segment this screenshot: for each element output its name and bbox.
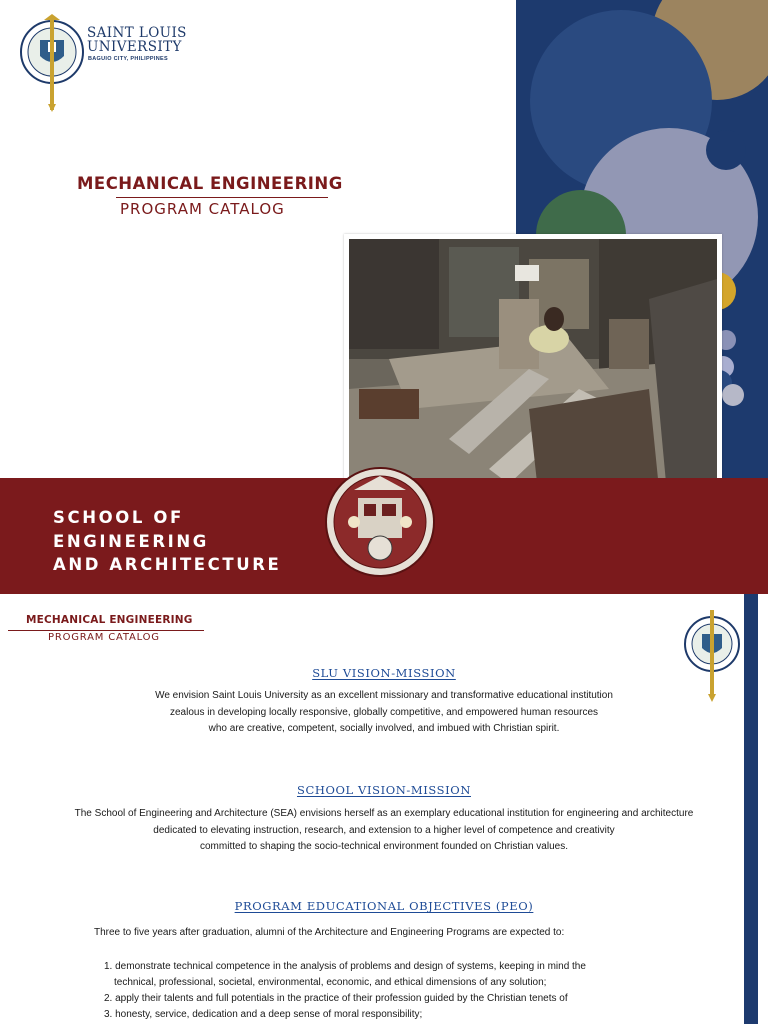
school-title-line1: SCHOOL OF	[53, 508, 184, 527]
page-header-subtitle: PROGRAM CATALOG	[48, 632, 160, 643]
university-name-line1: SAINT LOUIS	[87, 25, 187, 41]
slu-vision-heading: SLU VISION-MISSION	[312, 666, 456, 680]
school-title-line3: AND ARCHITECTURE	[53, 555, 282, 574]
school-title	[53, 506, 281, 577]
school-vision-line: dedicated to elevating instruction, research, and extension to a higher level of competence and creativity	[153, 824, 615, 836]
peo-item	[104, 1007, 674, 1023]
school-vision-heading: SCHOOL VISION-MISSION	[296, 783, 471, 797]
school-vision-line: committed to shaping the socio-technical environment founded on Christian values.	[200, 841, 568, 852]
university-name	[87, 26, 187, 54]
slu-vision-text	[0, 688, 768, 738]
school-vision-line: The School of Engineering and Architecture (SEA) envisions herself as an exemplary educational institution for engineering and architecture	[74, 808, 694, 819]
page-header-title: MECHANICAL ENGINEERING	[26, 614, 193, 626]
slu-vision-line: zealous in developing locally responsive, globally competitive, and empowered human resources	[169, 706, 599, 718]
sea-seal-logo	[324, 460, 436, 578]
university-name-line2: UNIVERSITY	[87, 39, 182, 55]
slu-vision-line: We envision Saint Louis University as an excellent missionary and transformative educational institution	[155, 690, 613, 701]
school-vision-text	[0, 806, 768, 856]
decor-circle-grey-dot	[722, 384, 744, 406]
peo-heading: PROGRAM EDUCATIONAL OBJECTIVES (PEO)	[234, 899, 534, 913]
school-title-line2: ENGINEERING	[53, 531, 209, 551]
content-page	[0, 594, 768, 1024]
peo-list	[104, 959, 674, 1023]
program-subtitle: PROGRAM CATALOG	[120, 200, 285, 218]
program-title: MECHANICAL ENGINEERING	[77, 174, 343, 193]
peo-item	[104, 991, 674, 1007]
peo-item-line: 3. honesty, service, dedication and a deep sense of moral responsibility;	[104, 1009, 423, 1020]
peo-item	[104, 959, 674, 991]
peo-item-line: 2. apply their talents and full potentials in the practice of their profession guided by the Christian tenets of	[104, 993, 568, 1004]
peo-item-line: 1. demonstrate technical competence in the analysis of problems and design of systems, keeping in mind the	[104, 961, 586, 972]
page-header-divider	[8, 630, 204, 631]
slu-vision-line: who are creative, competent, socially involved, and imbued with Christian spirit.	[208, 723, 560, 734]
university-location: BAGUIO CITY, PHILIPPINES	[88, 56, 168, 62]
decor-circle-navy-small	[706, 130, 746, 170]
title-divider	[116, 197, 328, 198]
peo-item-continuation: technical, professional, societal, environmental, economic, and ethical dimensions of any solution;	[114, 977, 547, 988]
peo-intro: Three to five years after graduation, alumni of the Architecture and Engineering Programs are expected to:	[94, 927, 565, 938]
